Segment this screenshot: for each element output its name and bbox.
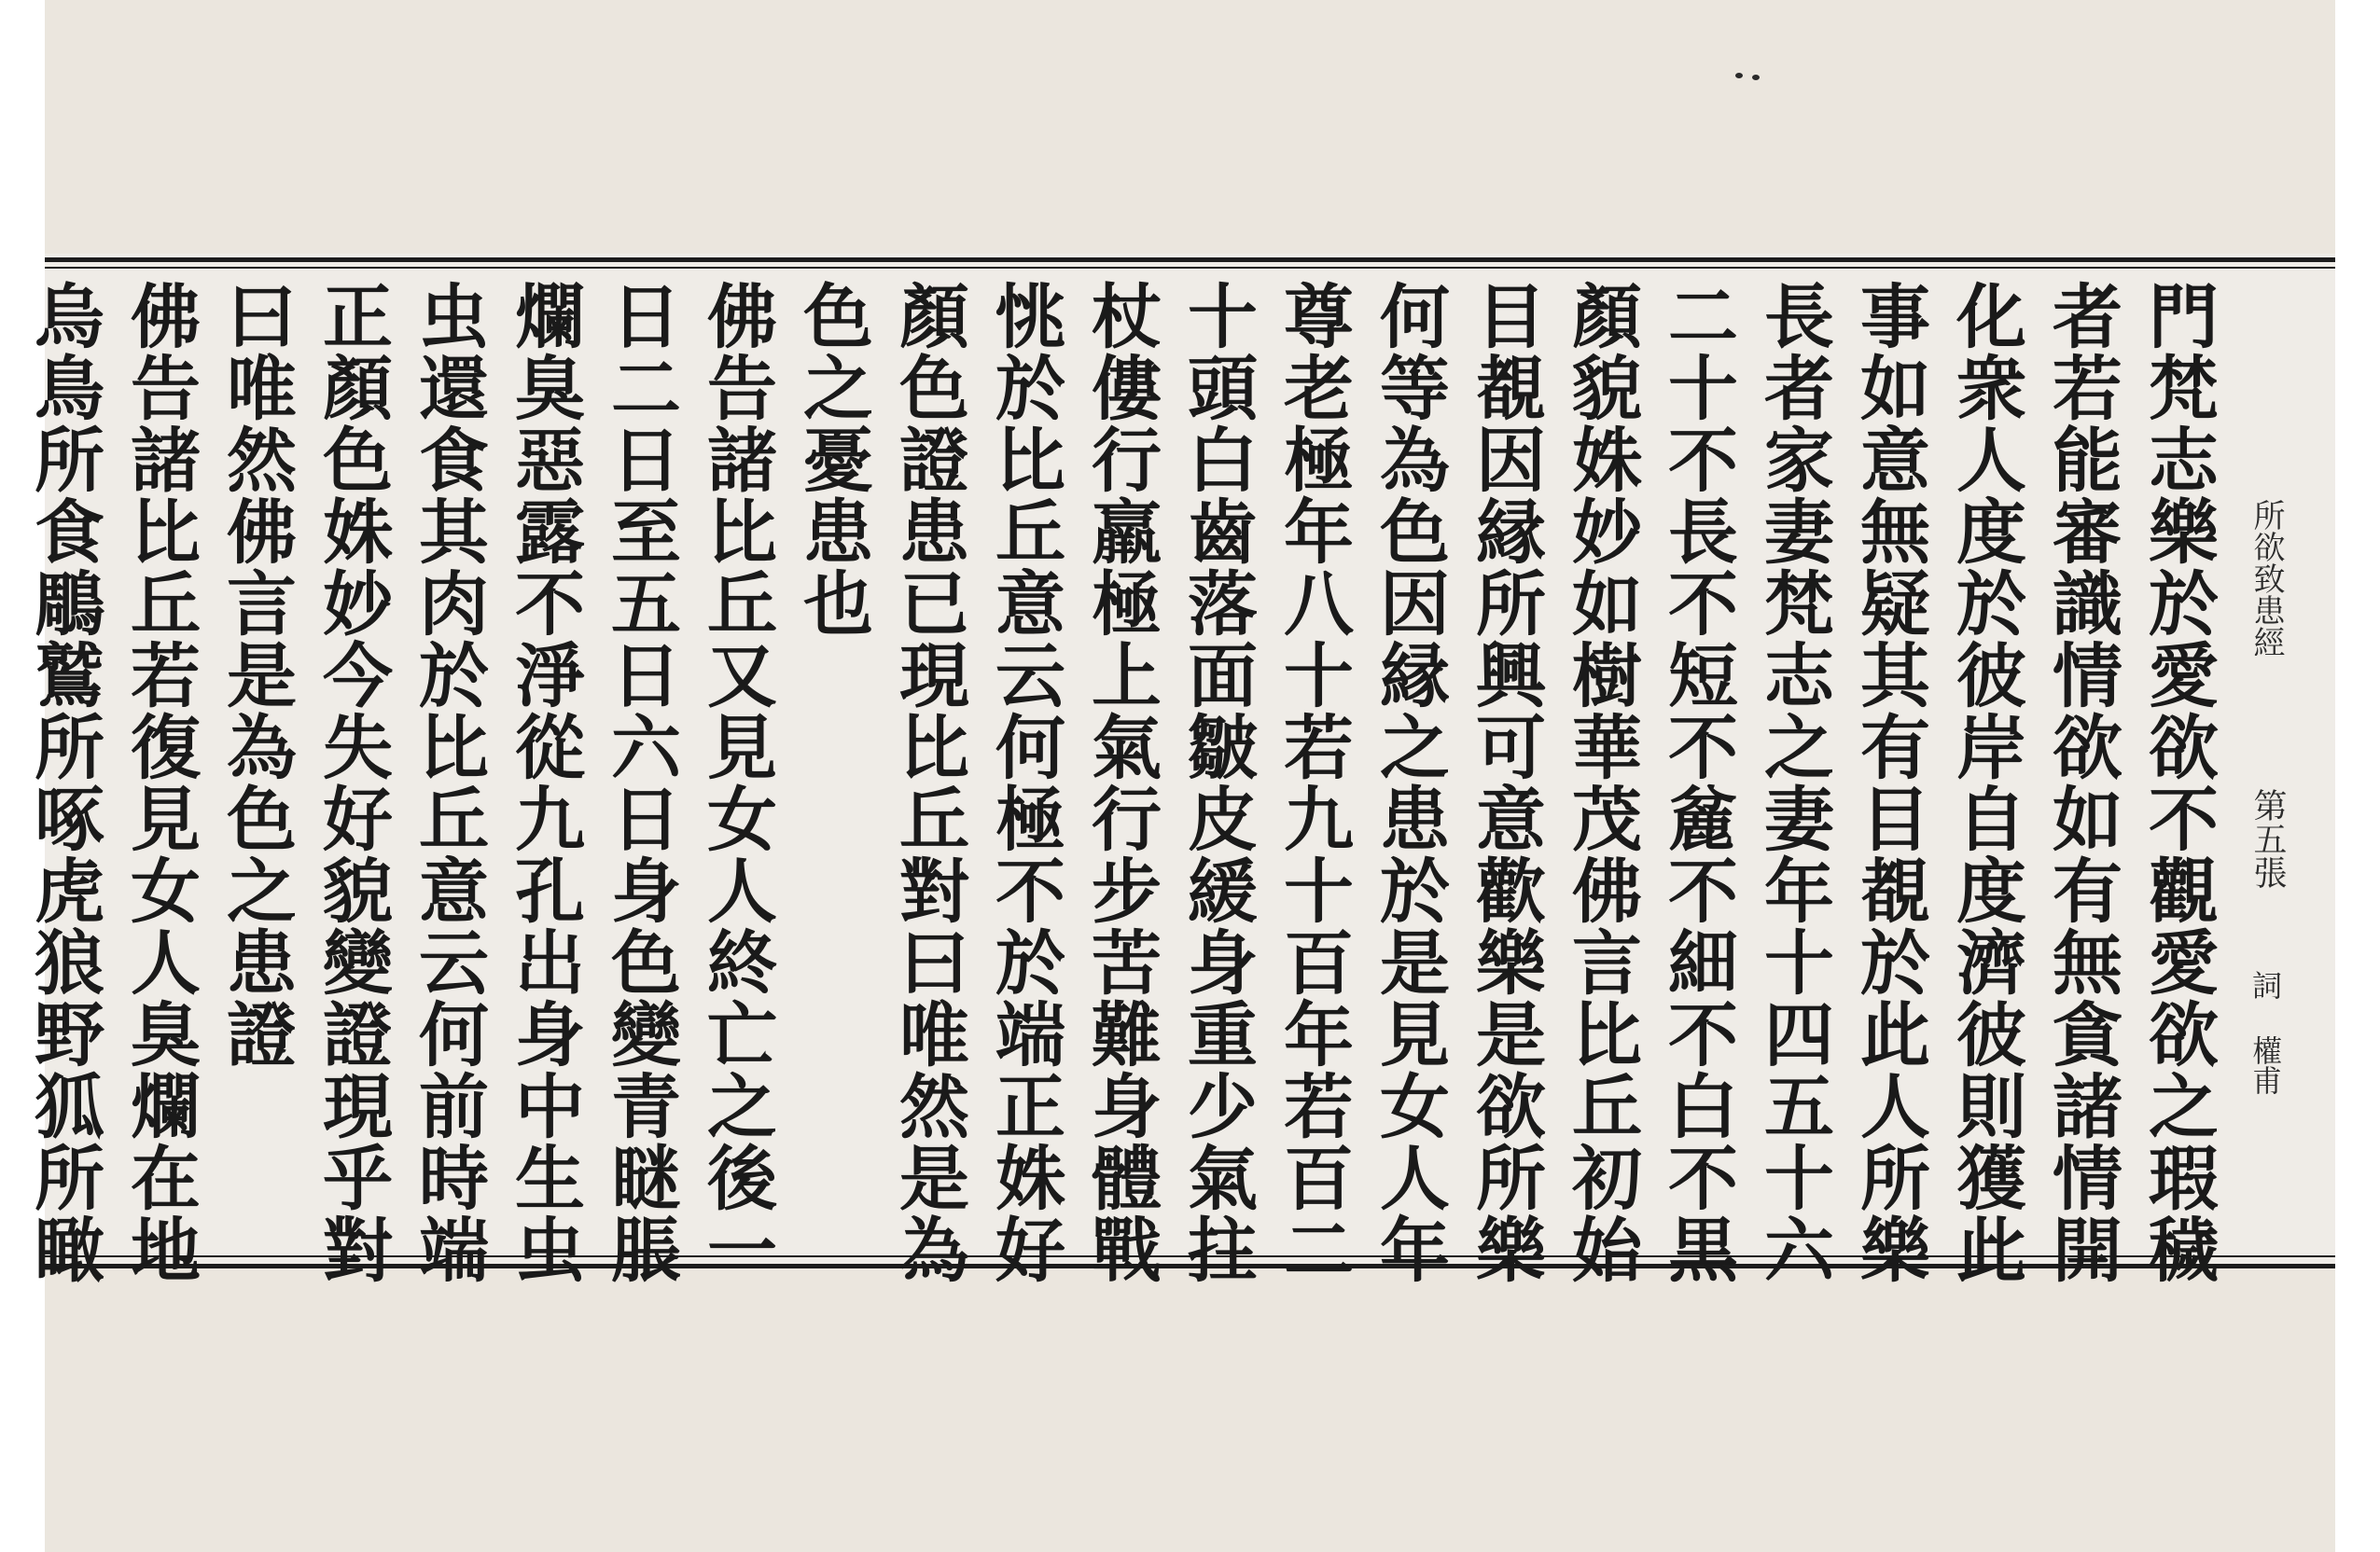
text-column-14: 顏色證患已現比丘對曰唯然是為: [888, 280, 970, 1285]
text-column-17: 日二日至五日六日身色變青瞇脹: [600, 280, 682, 1285]
text-column-3: 化衆人度於彼岸自度濟彼則獲此: [1945, 280, 2027, 1285]
text-column-9: 何等為色因縁之患於是見女人年: [1369, 280, 1451, 1285]
text-column-1: 門梵志樂於愛欲不觀愛欲之瑕穢: [2137, 280, 2220, 1285]
folio-number-label: 第五張: [2248, 788, 2287, 889]
text-column-10: 尊老極年八十若九十百年若百二: [1273, 280, 1355, 1285]
text-column-15: 色之憂患也: [792, 280, 874, 639]
text-column-5: 長者家妻梵志之妻年十四五十六: [1753, 280, 1835, 1285]
text-column-8: 目覩因縁所興可意歡樂是欲所樂: [1465, 280, 1547, 1285]
text-column-4: 事如意無疑其有目覩於此人所樂: [1849, 280, 1931, 1285]
text-column-12: 杖僂行羸極上氣行步苦難身體戰: [1080, 280, 1162, 1285]
text-column-19: 虫還食其肉於比丘意云何前時端: [408, 280, 490, 1285]
text-column-11: 十頭白齒落面皺皮緩身重少氣拄: [1176, 280, 1259, 1285]
top-border-rule-inner: [45, 267, 2335, 269]
text-column-20: 正顏色姝妙今失好貌變證現乎對: [312, 280, 394, 1285]
text-column-7: 顏貌姝妙如樹華茂佛言比丘初始: [1561, 280, 1643, 1285]
text-column-22: 佛告諸比丘若復見女人臭爛在地: [119, 280, 202, 1285]
ink-fleck: [1735, 73, 1743, 78]
carver-name-label: 詞 權甫: [2248, 970, 2283, 1095]
text-column-23: 烏鳥所食鵰鷲所啄虎狼野狐所瞰: [23, 280, 105, 1285]
text-column-21: 曰唯然佛言是為色之患證: [216, 280, 298, 1070]
text-column-16: 佛告諸比丘又見女人終亡之後一: [696, 280, 778, 1285]
text-column-18: 爛臭惡露不淨從九孔出身中生虫: [504, 280, 586, 1285]
sutra-title-label: 所欲致患經: [2248, 499, 2285, 658]
text-column-13: 恌於比丘意云何極不於端正姝好: [984, 280, 1066, 1285]
top-border-rule: [45, 257, 2335, 262]
ink-fleck: [1752, 75, 1760, 80]
text-column-2: 者若能審識情欲如有無貪諸情開: [2041, 280, 2123, 1285]
text-column-6: 二十不長不短不麄不細不白不黒: [1657, 280, 1739, 1285]
